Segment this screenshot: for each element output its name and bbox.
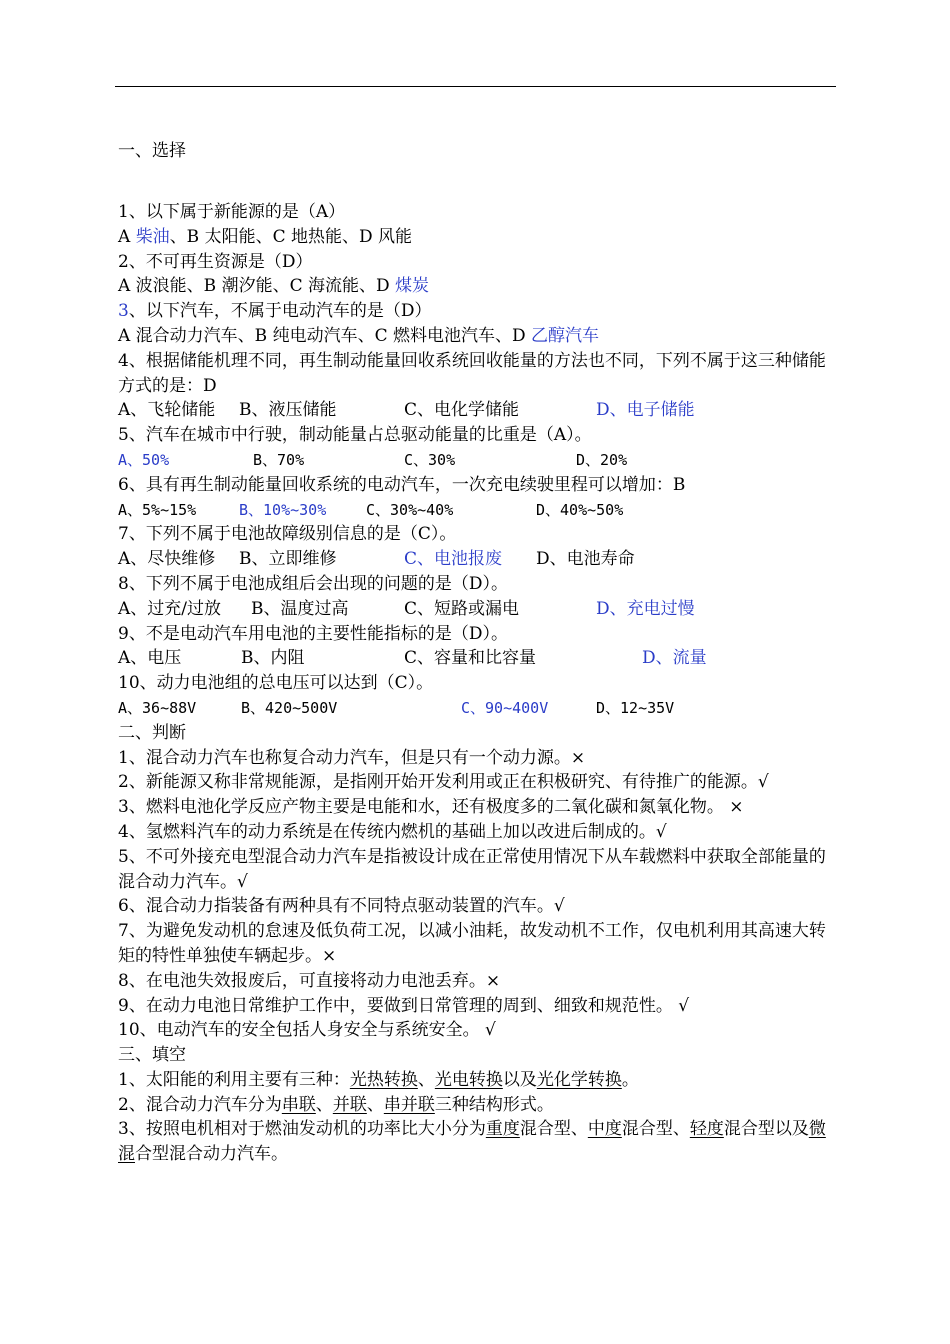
question-8: 8、下列不属于电池成组后会出现的问题的是（D）。 — [118, 573, 508, 594]
highlight-answer: C、电池报废 — [404, 549, 503, 570]
question-1-options: A 柴油、B 太阳能、C 地热能、D 风能 — [118, 226, 413, 247]
question-3: 3、以下汽车，不属于电动汽车的是（D） — [118, 301, 432, 322]
section-1-title: 一、选择 — [118, 141, 186, 161]
highlight-answer: D、电子储能 — [596, 400, 695, 421]
fill-answer: 光化学转换 — [536, 1069, 622, 1090]
highlight-answer: D、流量 — [642, 648, 707, 669]
fill-answer: 串联 — [281, 1094, 316, 1115]
question-9: 9、不是电动汽车用电池的主要性能指标的是（D）。 — [118, 623, 508, 644]
question-7-options: A、尽快维修 B、立即维修 C、电池报废 D、电池寿命 — [118, 547, 838, 572]
question-10: 10、动力电池组的总电压可以达到（C）。 — [118, 673, 434, 694]
question-6-options: A、5%~15% B、10%~30% C、30%~40% D、40%~50% — [118, 498, 838, 523]
question-2-options: A 波浪能、B 潮汐能、C 海流能、D 煤炭 — [118, 276, 430, 297]
fill-answer: 微混 — [118, 1119, 826, 1165]
header-rule — [115, 86, 836, 87]
document-body — [118, 200, 838, 1167]
question-number: 3 — [118, 301, 129, 322]
judgment-item: 8、在电池失效报废后，可直接将动力电池丢弃。× — [118, 970, 501, 991]
question-10-options: A、36~88V B、420~500V C、90~400V D、12~35V — [118, 696, 838, 721]
judgment-item: 7、为避免发动机的怠速及低负荷工况，以减小油耗，故发动机不工作，仅电机利用其高速大转矩的特性单独使车辆起步。× — [118, 921, 826, 966]
question-1: 1、以下属于新能源的是（A） — [118, 202, 346, 222]
highlight-answer: C、90~400V — [461, 698, 549, 717]
fill-answer: 串并联 — [383, 1094, 435, 1115]
highlight-answer: 煤炭 — [395, 276, 430, 297]
judgment-item: 10、电动汽车的安全包括人身安全与系统安全。 √ — [118, 1020, 496, 1041]
judgment-item: 9、在动力电池日常维护工作中，要做到日常管理的周到、细致和规范性。 √ — [118, 995, 690, 1016]
highlight-answer: D、充电过慢 — [596, 598, 695, 619]
question-9-options: A、电压 B、内阻 C、容量和比容量 D、流量 — [118, 646, 838, 671]
question-7: 7、下列不属于电池故障级别信息的是（C）。 — [118, 524, 457, 545]
fill-item-2: 2、混合动力汽车分为串联、并联、串并联三种结构形式。 — [118, 1094, 554, 1115]
question-4: 4、根据储能机理不同，再生制动能量回收系统回收能量的方法也不同，下列不属于这三种储能方式的是：D — [118, 350, 826, 396]
judgment-item: 4、氢燃料汽车的动力系统是在传统内燃机的基础上加以改进后制成的。√ — [118, 821, 667, 842]
fill-answer: 光电转换 — [434, 1069, 503, 1090]
question-4-options: A、飞轮储能 B、液压储能 C、电化学储能 D、电子储能 — [118, 398, 838, 423]
highlight-answer: B、10%~30% — [239, 500, 327, 519]
question-6: 6、具有再生制动能量回收系统的电动汽车，一次充电续驶里程可以增加：B — [118, 474, 686, 495]
fill-answer: 轻度 — [689, 1119, 724, 1140]
question-2: 2、不可再生资源是（D） — [118, 251, 313, 272]
question-5: 5、汽车在城市中行驶，制动能量占总驱动能量的比重是（A）。 — [118, 425, 592, 446]
section-2-title: 二、判断 — [118, 722, 186, 743]
judgment-item: 5、不可外接充电型混合动力汽车是指被设计成在正常使用情况下从车载燃料中获取全部能量的混合动力汽车。√ — [118, 846, 826, 892]
judgment-item: 2、新能源又称非常规能源，是指刚开始开发利用或正在积极研究、有待推广的能源。√ — [118, 772, 769, 793]
fill-answer: 光热转换 — [349, 1069, 418, 1090]
judgment-item: 3、燃料电池化学反应产物主要是电能和水，还有极度多的二氧化碳和氮氧化物。 × — [118, 797, 744, 818]
fill-item-1: 1、太阳能的利用主要有三种：光热转换、光电转换以及光化学转换。 — [118, 1069, 639, 1090]
fill-item-3: 3、按照电机相对于燃油发动机的功率比大小分为重度混合型、中度混合型、轻度混合型以及微混合型混合动力汽车。 — [118, 1119, 826, 1165]
highlight-answer: 乙醇汽车 — [531, 325, 600, 346]
fill-answer: 重度 — [485, 1119, 520, 1140]
question-3-options: A 混合动力汽车、B 纯电动汽车、C 燃料电池汽车、D 乙醇汽车 — [118, 325, 600, 346]
highlight-answer: 柴油 — [135, 226, 170, 247]
section-3-title: 三、填空 — [118, 1045, 186, 1066]
judgment-item: 1、混合动力汽车也称复合动力汽车，但是只有一个动力源。× — [118, 747, 586, 768]
judgment-item: 6、混合动力指装备有两种具有不同特点驱动装置的汽车。√ — [118, 896, 565, 917]
question-8-options: A、过充/过放 B、温度过高 C、短路或漏电 D、充电过慢 — [118, 597, 838, 622]
question-5-options: A、50% B、70% C、30% D、20% — [118, 448, 838, 473]
fill-answer: 中度 — [587, 1119, 622, 1140]
fill-answer: 并联 — [332, 1094, 367, 1115]
highlight-answer: A、50% — [118, 450, 170, 469]
